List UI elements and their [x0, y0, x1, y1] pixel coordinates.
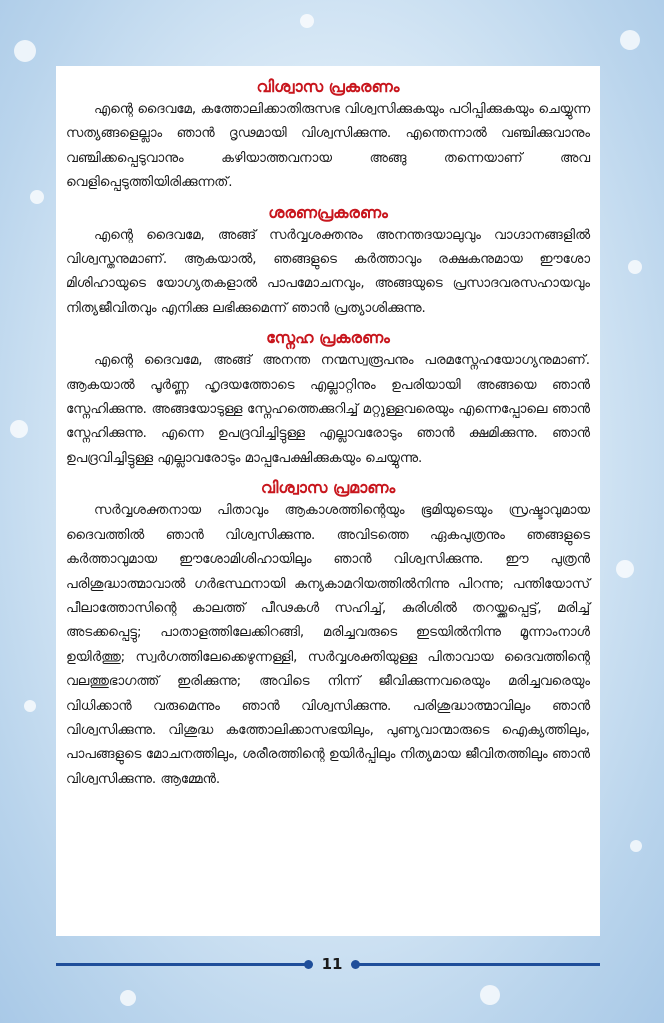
footer-rule-right — [358, 963, 600, 966]
section-body-faith: എന്റെ ദൈവമേ, കത്തോലിക്കാതിരുസഭ വിശ്വസിക്കുകയും പഠിപ്പിക്കുകയും ചെയ്യുന്ന സത്യങ്ങളെല്ലാം ഞാൻ ദൃഢമായി വിശ്വസിക്കുന്നു. എന്തെന്നാൽ വഞ്ചിക്കുവാനും വഞ്ചിക്കപ്പെടുവാനും കഴിയാത്തവനായ അങ്ങു തന്നെയാണ് അവ വെളിപ്പെടുത്തിയിരിക്കുന്നത്. — [66, 102, 590, 191]
snowflake — [14, 40, 36, 62]
prayer-content — [66, 76, 590, 798]
snowflake — [620, 30, 640, 50]
section-heading-hope: ശരണപ്രകരണം — [268, 202, 388, 222]
snowflake — [628, 260, 642, 274]
snowflake — [630, 840, 642, 852]
snowflake — [24, 700, 36, 712]
snowflake — [30, 190, 44, 204]
section-heading-love: സ്നേഹ പ്രകരണം — [266, 328, 390, 348]
section-body-hope: എന്റെ ദൈവമേ, അങ്ങ് സർവ്വശക്തനും അനന്തദയാലുവും വാഗ്ദാനങ്ങളിൽ വിശ്വസ്തനുമാണ്. ആകയാൽ, ഞങ്ങളുടെ കർത്താവും രക്ഷകനുമായ ഈശോ മിശിഹായുടെ യോഗ്യതകളാൽ പാപമോചനവും, അങ്ങയുടെ പ്രസാദവരസഹായവും നിത്യജീവിതവും എനിക്കു ലഭിക്കുമെന്ന് ഞാൻ പ്രത്യാശിക്കുന്നു. — [66, 227, 590, 316]
snowflake — [480, 985, 500, 1005]
section-heading-faith: വിശ്വാസ പ്രകരണം — [256, 77, 400, 96]
snowflake — [120, 990, 136, 1006]
snowflake — [10, 420, 28, 438]
footer-rule-left — [56, 963, 306, 966]
section-body-love: എന്റെ ദൈവമേ, അങ്ങ് അനന്ത നന്മസ്വരൂപനും പരമസ്നേഹയോഗ്യനുമാണ്. ആകയാൽ പൂർണ്ണ ഹൃദയത്തോടെ എല്ലാറ്റിനും ഉപരിയായി അങ്ങയെ ഞാൻ സ്നേഹിക്കുന്നു. അങ്ങയോടുള്ള സ്നേഹത്തെക്കുറിച്ച് മറ്റുള്ളവരെയും എന്നെപ്പോലെ ഞാൻ സ്നേഹിക്കുന്നു. എന്നെ ഉപദ്രവിച്ചിട്ടുള്ള എല്ലാവരോടും ഞാൻ ക്ഷമിക്കുന്നു. ഞാൻ ഉപദ്രവിച്ചിട്ടുള്ള എല്ലാവരോടും മാപ്പപേക്ഷിക്കുകയും ചെയ്യുന്നു. — [66, 353, 590, 466]
snowflake — [300, 14, 314, 28]
section-body-creed: സർവ്വശക്തനായ പിതാവും ആകാശത്തിന്റെയും ഭൂമിയുടെയും സ്രഷ്ടാവുമായ ദൈവത്തിൽ ഞാൻ വിശ്വസിക്കുന്നു. അവിടത്തെ ഏകപുത്രനും ഞങ്ങളുടെ കർത്താവുമായ ഈശോമിശിഹായിലും ഞാൻ വിശ്വസിക്കുന്നു. ഈ പുത്രൻ പരിശുദ്ധാത്മാവാൽ ഗർഭസ്ഥനായി കന്യകാമറിയത്തിൽനിന്നു പിറന്നു; പന്തിയോസ് പീലാത്തോസിന്റെ കാലത്ത് പീഢകൾ സഹിച്ച്, കുരിശിൽ തറയ്ക്കപ്പെട്ട്, മരിച്ച് അടക്കപ്പെട്ടു; പാതാളത്തിലേക്കിറങ്ങി, മരിച്ചവരുടെ ഇടയിൽനിന്നു മൂന്നാംനാൾ ഉയിർത്തു; സ്വർഗത്തിലേക്കെഴുന്നള്ളി, സർവ്വശക്തിയുള്ള പിതാവായ ദൈവത്തിന്റെ വലത്തുഭാഗത്ത് ഇരിക്കുന്നു; അവിടെ നിന്ന് ജീവിക്കുന്നവരെയും മരിച്ചവരെയും വിധിക്കാൻ വരുമെന്നും ഞാൻ വിശ്വസിക്കുന്നു. പരിശുദ്ധാത്മാവിലും ഞാൻ വിശ്വസിക്കുന്നു. വിശുദ്ധ കത്തോലിക്കാസഭയിലും, പുണ്യവാന്മാരുടെ ഐക്യത്തിലും, പാപങ്ങളുടെ മോചനത്തിലും, ശരീരത്തിന്റെ ഉയിർപ്പിലും നിത്യമായ ജീവിതത്തിലും ഞാൻ വിശ്വസിക്കുന്നു. ആമ്മേൻ. — [66, 503, 590, 787]
snowflake — [616, 560, 634, 578]
section-heading-creed: വിശ്വാസ പ്രമാണം — [260, 478, 396, 498]
page-number: 11 — [321, 955, 343, 973]
